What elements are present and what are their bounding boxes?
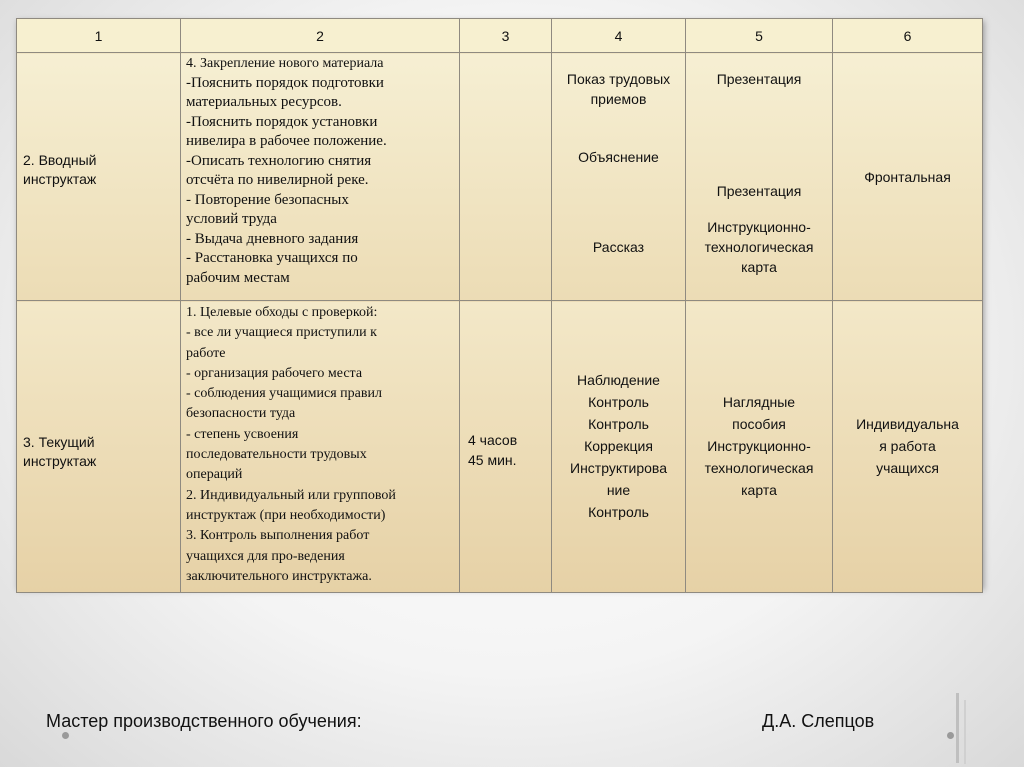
method-item: Показ трудовых приемов [566,71,671,107]
header-cell: 2 [181,19,460,53]
method-item: Контроль [588,416,649,432]
content-line: - все ли учащиеся приступили к [186,325,377,341]
means-item: Наглядные [722,394,796,410]
content-cell [181,53,460,301]
content-line: 4. Закрепление нового материала [186,56,384,71]
stage-cell [17,53,181,301]
time-line: 45 мин. [468,451,517,468]
decorative-bar [956,693,959,763]
content-line: -Описать технологию снятия [186,152,372,169]
stage-label: 2. Вводный инструктаж [23,151,97,187]
content-line: - Выдача дневного задания [186,230,359,247]
footer-signature-name: Д.А. Слепцов [762,711,875,731]
content-line: 3. Контроль выполнения работ [186,528,370,544]
form-line: я работа [879,438,936,454]
content-line: отсчёта по нивелирной реке. [186,172,369,188]
content-line: - степень усвоения [186,426,299,442]
time-cell [460,53,552,301]
method-item: Контроль [588,504,649,520]
content-line: рабочим местам [186,269,290,286]
means-cell [686,301,833,593]
means-item: Презентация [716,183,802,199]
form-line: учащихся [876,460,939,476]
header-cell: 5 [686,19,833,53]
content-line: - Повторение безопасных [186,191,349,208]
means-item: пособия [732,416,786,432]
footer-position: Мастер производственного обучения: [46,711,362,731]
means-item: Инструкционно- [707,438,811,454]
lesson-plan-table-wrapper [16,18,982,587]
content-line: нивелира в рабочее положение. [186,133,387,149]
lesson-plan-table [16,18,983,593]
form-cell [833,53,983,301]
header-cell: 6 [833,19,983,53]
content-line: инструктаж (при необходимости) [186,507,386,523]
content-line: - Расстановка учащихся по [186,250,358,266]
method-item: Инструктирова [570,460,667,476]
form-cell [833,301,983,593]
header-cell: 1 [17,19,181,53]
content-cell [181,301,460,593]
content-line: -Пояснить порядок установки [186,113,378,130]
form-line: Индивидуальна [856,416,959,432]
content-line: операций [186,467,243,483]
content-line: - соблюдения учащимися правил [186,386,382,402]
method-item: ние [606,482,631,498]
table-header-row [17,19,983,53]
stage-label: 3. Текущий инструктаж [23,433,97,469]
content-line: работе [186,345,226,361]
method-item: Коррекция [584,438,653,454]
content-line: последовательности трудовых [186,447,367,463]
method-item: Наблюдение [577,372,660,388]
means-item: технологическая [704,460,814,476]
table-row [17,301,983,593]
content-line: безопасности туда [186,406,296,422]
decorative-dot-icon [947,732,954,739]
content-line: материальных ресурсов. [186,94,342,110]
content-line: заключительного инструктажа. [186,568,372,584]
content-line: 2. Индивидуальный или групповой [186,487,396,503]
method-item: Рассказ [592,239,645,255]
means-item: Инструкционно-технологическая карта [704,219,814,275]
content-line: учащихся для про-ведения [186,548,345,564]
content-line: 1. Целевые обходы с проверкой: [186,305,378,320]
header-cell: 3 [460,19,552,53]
stage-cell [17,301,181,593]
means-cell [686,53,833,301]
decorative-dot-icon [62,732,69,739]
header-cell: 4 [552,19,686,53]
time-line: 4 часов [468,431,518,448]
method-item: Объяснение [578,149,659,165]
time-cell [460,301,552,593]
content-line: условий труда [186,211,277,227]
methods-cell [552,301,686,593]
table-row [17,53,983,301]
methods-cell [552,53,686,301]
means-item: карта [741,482,777,498]
form-label: Фронтальная [864,169,951,185]
means-item: Презентация [716,71,802,87]
content-line: -Пояснить порядок подготовки [186,74,384,91]
decorative-bar [964,700,966,764]
method-item: Контроль [588,394,649,410]
content-line: - организация рабочего места [186,365,363,381]
